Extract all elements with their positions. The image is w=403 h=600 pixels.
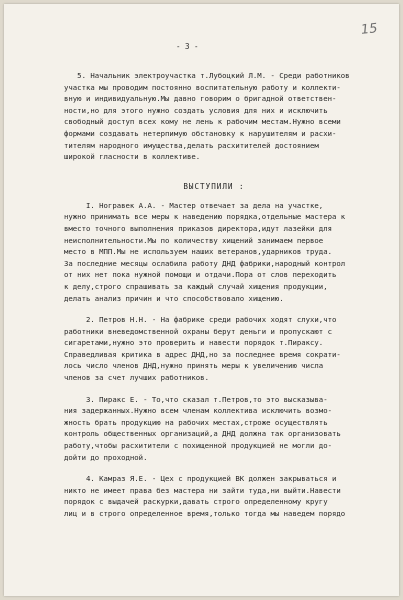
- paragraph-petrov: [64, 314, 399, 384]
- text-line: сигаретами,нужно это проверить и навести порядок т.Пираксу.: [64, 338, 324, 348]
- text-line: 5. Начальник электроучастка т.Лубоцкий Л.М. - Среди работников: [64, 71, 350, 80]
- text-line: свободный доступ всех кому не лень к рабочим местам.Нужно всеми: [64, 117, 341, 127]
- text-line: членов за счет лучших работников.: [64, 373, 209, 383]
- text-line: делать анализ причин и что способствовало хищению.: [64, 293, 284, 303]
- paragraph-lubotsky: [64, 70, 399, 163]
- text-line: участка мы проводим постоянно воспитательную работу и коллекти-: [64, 82, 341, 92]
- text-line: порядок с выдачей раскурки,давать строго определенному кругу: [64, 497, 328, 507]
- text-line: от них нет пока нужной помощи и отдачи.Пора от слов переходить: [64, 270, 337, 280]
- text-line: жность брать продукцию на рабочих местах,строже осуществлять: [64, 417, 328, 427]
- text-line: к делу,строго спрашивать за каждый случай хищения продукции,: [64, 281, 328, 291]
- paragraph-kamraz: [64, 473, 399, 519]
- text-line: тителям народного имущества,делать расхитителей достоянием: [64, 140, 319, 150]
- paragraph-piraks: [64, 394, 399, 464]
- section-heading: ВЫСТУПИЛИ :: [183, 182, 245, 191]
- text-line: широкой гласности в коллективе.: [64, 152, 201, 162]
- text-line: лось число членов ДНД,нужно принять меры к увеличению числа: [64, 361, 324, 371]
- text-line: 2. Петров Н.Н. - На фабрике среди рабочих ходят слухи,что: [64, 315, 337, 325]
- document-page: [4, 4, 399, 596]
- text-line: контроль общественных организаций,а ДНД должна так организовать: [64, 429, 341, 439]
- text-line: ния задержанных.Нужно всем членам коллектива исключить возмо-: [64, 406, 332, 416]
- text-line: лиц и в строго определенное время,только тогда мы наведем порядо: [64, 509, 346, 518]
- text-line: формами создавать нетерпимую обстановку к нарушителям и расхи-: [64, 128, 337, 138]
- paragraph-nogravek: [64, 200, 399, 304]
- text-line: ности,но для этого нужно создать условия для них и исключить: [64, 105, 328, 115]
- text-line: работники вневедомственной охраны берут деньги и пропускают с: [64, 326, 332, 336]
- text-line: место в МПП.Мы не используем наших ветеранов,ударников труда.: [64, 247, 332, 257]
- text-line: I. Ногравек А.А. - Мастер отвечает за дела на участке,: [64, 200, 324, 210]
- text-line: Справедливая критика в адрес ДНД,но за последнее время сократи-: [64, 349, 341, 359]
- text-line: неисполнительности.Мы по количеству хищений занимаем первое: [64, 235, 324, 245]
- text-line: вместо точного выполнения приказов директора,идут лазейки для: [64, 223, 332, 233]
- text-line: вную и индивидуальную.Мы давно говорим о бригадной ответствен-: [64, 94, 337, 104]
- text-line: нужно принимать все меры к наведению порядка,отдельные мастера к: [64, 212, 346, 222]
- text-line: дойти до проходной.: [64, 452, 148, 462]
- text-line: никто не имеет права без мастера ни зайти туда,ни выйти.Навести: [64, 485, 341, 495]
- handwritten-page-mark: 15: [360, 21, 379, 38]
- text-line: За последние месяцы ослабила работу ДНД фабрики,народный контрол: [64, 258, 346, 268]
- document-body: [64, 70, 399, 520]
- text-line: 3. Пиракс Е. - То,что сказал т.Петров,то это высказыва-: [64, 394, 328, 404]
- page-number: - 3 -: [176, 42, 199, 51]
- text-line: работу,чтобы расхитители с похищенной продукцией не могли до-: [64, 441, 332, 451]
- text-line: 4. Камраз Я.Е. - Цех с продукцией ВК должен закрываться и: [64, 474, 337, 484]
